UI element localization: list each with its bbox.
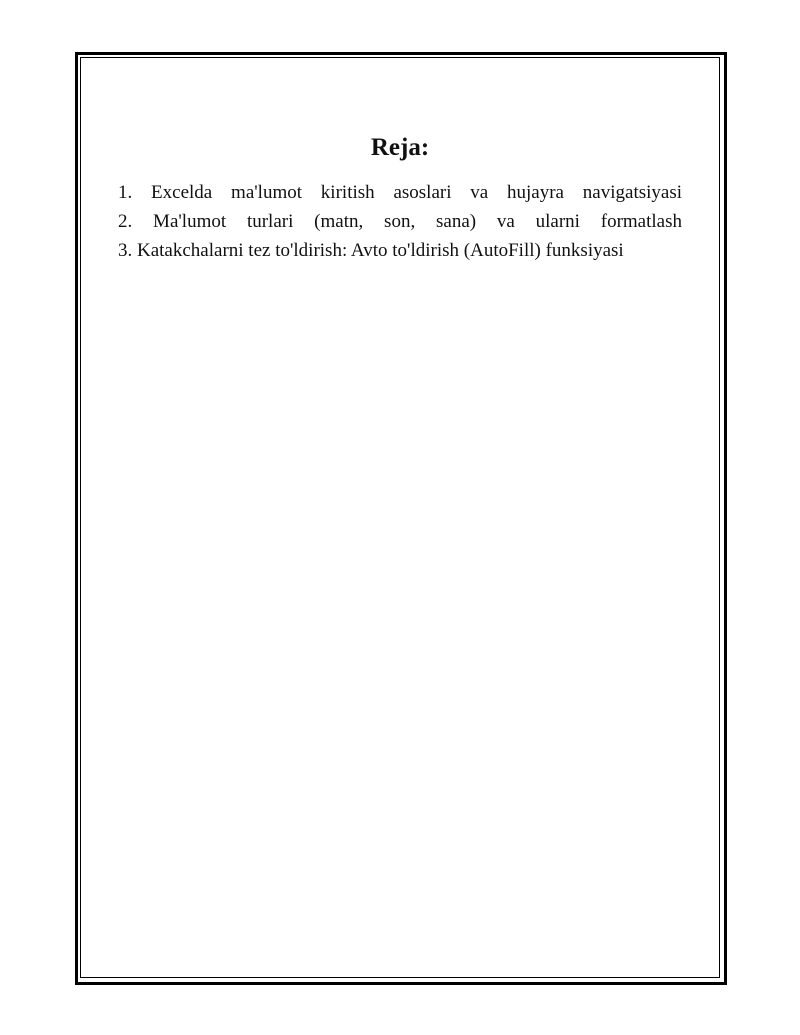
- plan-item-3: 3. Katakchalarni tez to'ldirish: Avto to'ldirish (AutoFill) funksiyasi: [118, 240, 624, 261]
- plan-list: [118, 178, 682, 265]
- page-content: [118, 128, 682, 265]
- page-title: Reja:: [370, 134, 430, 161]
- plan-item-2: 2. Ma'lumot turlari (matn, son, sana) va ularni formatlash: [118, 211, 682, 232]
- plan-item-1: 1. Excelda ma'lumot kiritish asoslari va hujayra navigatsiyasi: [118, 182, 682, 203]
